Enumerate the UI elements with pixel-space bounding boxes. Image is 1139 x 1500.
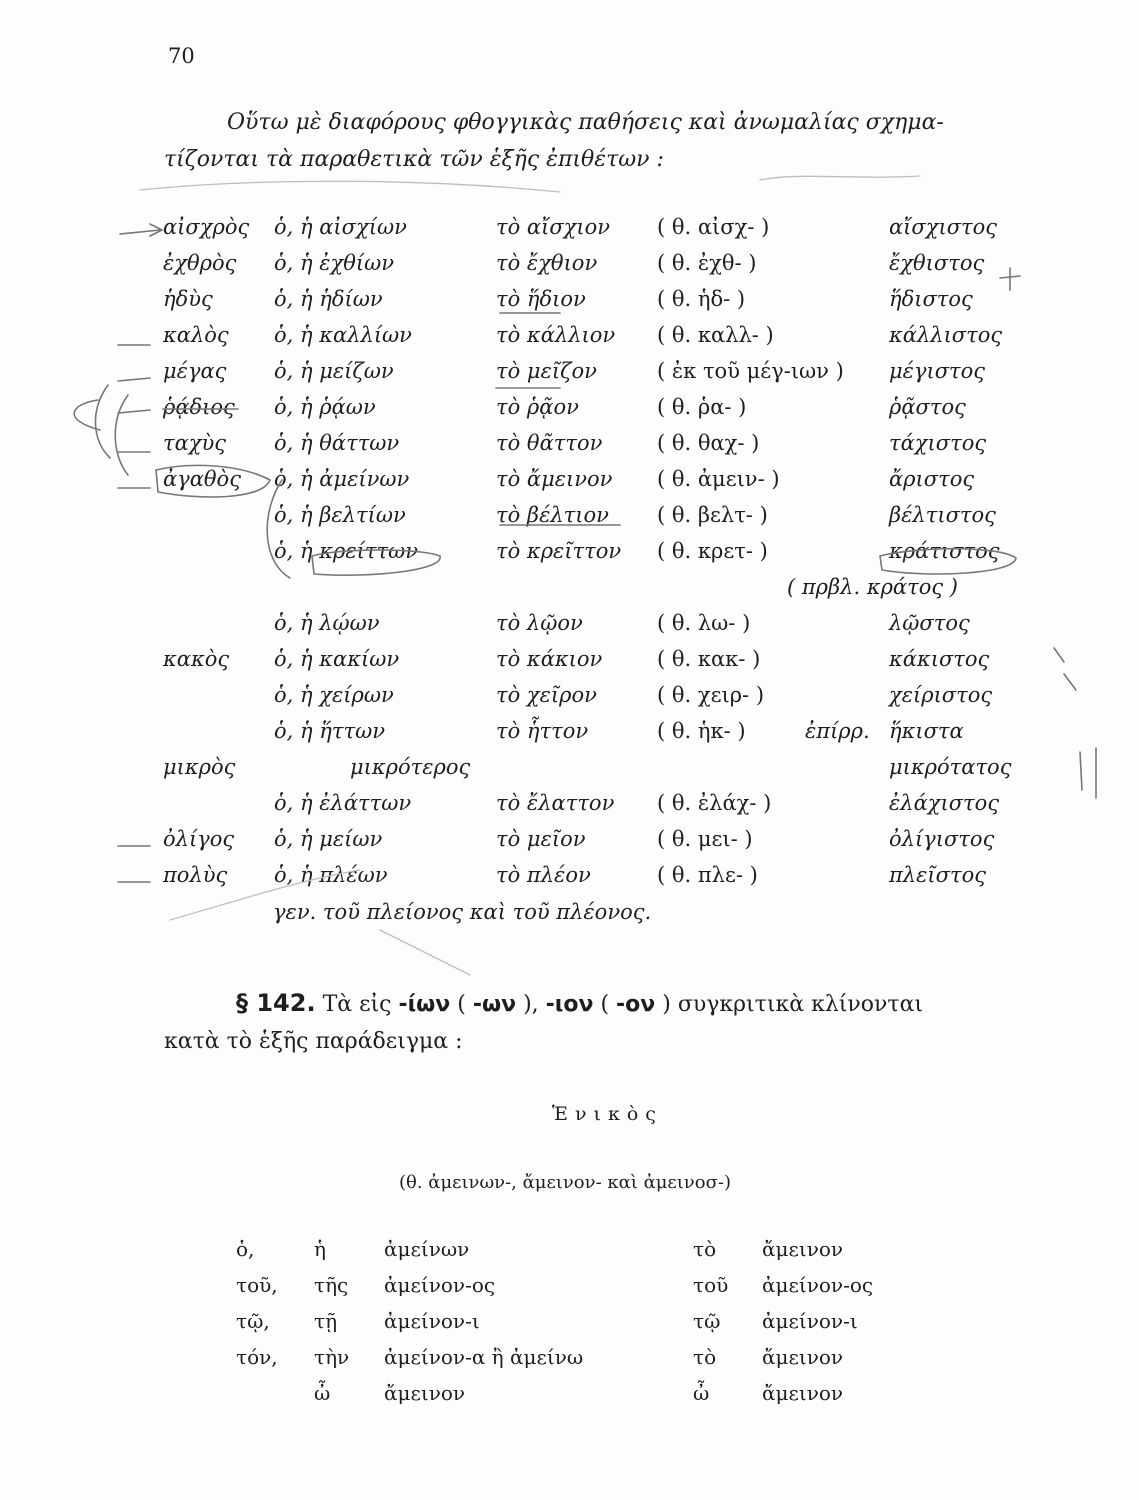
declined-form: ἀμείνων	[384, 1237, 470, 1261]
pencil-arrow	[120, 224, 162, 236]
positive-form: κακὸς	[163, 647, 230, 671]
superlative-form: μικρότατος	[889, 755, 1012, 779]
neuter-form: τὸ χεῖρον	[496, 683, 597, 707]
adverb-label: ἐπίρρ.	[805, 719, 870, 743]
comparative-form: ὁ, ἡ ἥττων	[274, 719, 385, 743]
positive-form: ἡδὺς	[163, 287, 213, 311]
pencil-circle	[156, 465, 270, 497]
neuter-form: τὸ λῷον	[496, 611, 583, 635]
positive-form: καλὸς	[163, 323, 229, 347]
positive-form: μέγας	[163, 359, 227, 383]
neuter-form: τὸ αἴσχιον	[496, 215, 611, 239]
superlative-form: ἄριστος	[889, 467, 975, 491]
article: ὁ,	[236, 1237, 255, 1261]
ending-label: -ίων	[398, 992, 451, 1017]
neuter-article: τοῦ	[693, 1273, 729, 1297]
stem-note: ( θ. λω- )	[657, 611, 751, 635]
ending-label: -ων	[472, 992, 517, 1017]
section-text: (	[450, 992, 473, 1017]
pencil-circle	[880, 549, 1016, 574]
stem-note: ( θ. κακ- )	[657, 647, 761, 671]
pencil-cross	[1000, 268, 1020, 290]
neuter-form: τὸ ἄμεινον	[496, 467, 613, 491]
neuter-form: ἄμεινον	[762, 1345, 844, 1369]
stem-note: ( θ. κρετ- )	[657, 539, 768, 563]
article: ἡ	[314, 1237, 326, 1261]
neuter-form: τὸ μεῖον	[496, 827, 586, 851]
positive-form: ἀγαθὸς	[163, 467, 241, 491]
ending-label: -ιον	[545, 992, 594, 1017]
section-symbol: § 142.	[236, 989, 316, 1017]
article: τόν,	[236, 1345, 278, 1369]
singular-heading: Ἑνικὸς	[552, 1103, 663, 1125]
comparative-form: ὁ, ἡ ἐλάττων	[274, 791, 412, 815]
pencil-box	[312, 550, 440, 575]
article: τῇ	[314, 1309, 338, 1333]
pencil-scribble	[170, 870, 360, 920]
stem-note: ( θ. βελτ- )	[657, 503, 768, 527]
stem-note: ( θ. ἡδ- )	[657, 287, 746, 311]
positive-form: ταχὺς	[163, 431, 227, 455]
neuter-form: ἄμεινον	[762, 1381, 844, 1405]
positive-form: ὀλίγος	[163, 827, 235, 851]
ending-label: -ον	[616, 992, 656, 1017]
comparative-form: ὁ, ἡ ἐχθίων	[274, 251, 395, 275]
page-number: 70	[168, 44, 195, 68]
pencil-mark	[1054, 648, 1076, 690]
superlative-form: ἥδιστος	[889, 287, 973, 311]
kratos-note: ( πρβλ. κράτος )	[787, 575, 959, 599]
neuter-form: τὸ μεῖζον	[496, 359, 597, 383]
neuter-form: τὸ ῥᾷον	[496, 395, 579, 419]
pencil-bracket	[115, 395, 128, 475]
neuter-form: τὸ ἥδιον	[496, 287, 586, 311]
pencil-scribble	[760, 176, 920, 180]
superlative-form: ἐλάχιστος	[889, 791, 1000, 815]
superlative-form: κάλλιστος	[889, 323, 1003, 347]
neuter-form: τὸ ἔχθιον	[496, 251, 598, 275]
neuter-article: ὦ	[693, 1381, 710, 1405]
article: τὴν	[314, 1345, 350, 1369]
comparative-form: ὁ, ἡ κακίων	[274, 647, 400, 671]
pencil-scribble	[380, 930, 470, 975]
pencil-dash	[118, 410, 150, 413]
section-text: ) συγκριτικὰ κλίνονται	[655, 992, 924, 1017]
intro-line-1: Οὕτω μὲ διαφόρους φθογγικὰς παθήσεις καὶ ἀνωμαλίας σχημα-	[227, 110, 944, 135]
article: τοῦ,	[236, 1273, 278, 1297]
superlative-form: αἴσχιστος	[889, 215, 998, 239]
positive-form: αἰσχρὸς	[163, 215, 250, 239]
article: τῆς	[314, 1273, 349, 1297]
positive-form: ἐχθρὸς	[163, 251, 237, 275]
superlative-form: μέγιστος	[889, 359, 986, 383]
comparative-form: ὁ, ἡ ῥᾴων	[274, 395, 376, 419]
article: τῷ,	[236, 1309, 270, 1333]
stem-note: ( θ. ἐχθ- )	[657, 251, 757, 275]
neuter-form: ἄμεινον	[762, 1237, 844, 1261]
comparative-form: ὁ, ἡ κρείττων	[274, 539, 418, 563]
neuter-article: τὸ	[693, 1345, 717, 1369]
declined-form: ἄμεινον	[384, 1381, 466, 1405]
neuter-article: τὸ	[693, 1237, 717, 1261]
superlative-form: χείριστος	[889, 683, 993, 707]
comparative-form: ὁ, ἡ λῴων	[274, 611, 380, 635]
positive-form: ῥᾴδιος	[163, 395, 235, 419]
comparative-form: ὁ, ἡ ἀμείνων	[274, 467, 410, 491]
stem-note: ( θ. μει- )	[657, 827, 753, 851]
comparative-form: ὁ, ἡ χείρων	[274, 683, 394, 707]
declined-form: ἀμείνον-ος	[384, 1273, 496, 1297]
superlative-form: λῷστος	[889, 611, 970, 635]
neuter-form: τὸ ἔλαττον	[496, 791, 615, 815]
stem-note: ( θ. χειρ- )	[657, 683, 765, 707]
superlative-form: ῥᾷστος	[889, 395, 966, 419]
superlative-form: πλεῖστος	[889, 863, 986, 887]
positive-form: πολὺς	[163, 863, 228, 887]
pencil-bracket	[267, 480, 290, 578]
pencil-mark	[1080, 748, 1096, 798]
article: ὦ	[314, 1381, 331, 1405]
section-line-2: κατὰ τὸ ἑξῆς παράδειγμα :	[164, 1029, 463, 1054]
comparative-form: ὁ, ἡ αἰσχίων	[274, 215, 407, 239]
superlative-form: ἥκιστα	[889, 719, 964, 743]
superlative-form: ἔχθιστος	[889, 251, 985, 275]
stem-note: ( θ. ἐλάχ- )	[657, 791, 772, 815]
declined-form: ἀμείνον-α ἢ ἀμείνω	[384, 1345, 584, 1369]
stem-note: ( ἐκ τοῦ μέγ-ιων )	[657, 359, 844, 383]
stem-note: ( θ. ἡκ- )	[657, 719, 746, 743]
declined-form: ἀμείνον-ι	[384, 1309, 480, 1333]
section-text: Τὰ εἰς	[315, 992, 399, 1017]
pencil-scribble	[140, 181, 560, 192]
stem-note: ( θ. καλλ- )	[657, 323, 774, 347]
neuter-form: τὸ κάκιον	[496, 647, 603, 671]
stem-note: ( θ. αἰσχ- )	[657, 215, 770, 239]
superlative-form: βέλτιστος	[889, 503, 996, 527]
neuter-form: τὸ κρεῖττον	[496, 539, 622, 563]
neuter-form: τὸ ἧττον	[496, 719, 589, 743]
intro-line-2: τίζονται τὰ παραθετικὰ τῶν ἑξῆς ἐπιθέτων :	[164, 147, 664, 172]
comparative-form: ὁ, ἡ βελτίων	[274, 503, 406, 527]
comparative-form: ὁ, ἡ μείων	[274, 827, 383, 851]
comparative-form: ὁ, ἡ πλέων	[274, 863, 388, 887]
neuter-form: ἀμείνον-ος	[762, 1273, 874, 1297]
neuter-form: τὸ βέλτιον	[496, 503, 609, 527]
neuter-article: τῷ	[693, 1309, 721, 1333]
comparative-form: ὁ, ἡ καλλίων	[274, 323, 412, 347]
superlative-form: τάχιστος	[889, 431, 987, 455]
declension-stem-note: (θ. ἀμεινων-, ἄμεινον- καὶ ἀμεινοσ-)	[399, 1172, 731, 1193]
comparative-form: ὁ, ἡ θάττων	[274, 431, 400, 455]
neuter-form: τὸ πλέον	[496, 863, 591, 887]
stem-note: ( θ. πλε- )	[657, 863, 758, 887]
superlative-form: κράτιστος	[889, 539, 1000, 563]
pencil-bracket	[95, 385, 110, 458]
neuter-form: ἀμείνον-ι	[762, 1309, 858, 1333]
section-text: ),	[516, 992, 546, 1017]
stem-note: ( θ. θαχ- )	[657, 431, 760, 455]
superlative-form: κάκιστος	[889, 647, 990, 671]
comparative-form: ὁ, ἡ μείζων	[274, 359, 394, 383]
genitive-note: γεν. τοῦ πλείονος καὶ τοῦ πλέονος.	[273, 900, 652, 924]
section-text: (	[593, 992, 617, 1017]
stem-note: ( θ. ῥα- )	[657, 395, 747, 419]
neuter-form: τὸ θᾶττον	[496, 431, 603, 455]
pencil-dash	[118, 378, 150, 381]
stem-note: ( θ. ἀμειν- )	[657, 467, 780, 491]
superlative-form: ὀλίγιστος	[889, 827, 995, 851]
comparative-form: μικρότερος	[350, 755, 471, 779]
neuter-form: τὸ κάλλιον	[496, 323, 616, 347]
positive-form: μικρὸς	[163, 755, 236, 779]
comparative-form: ὁ, ἡ ἡδίων	[274, 287, 383, 311]
